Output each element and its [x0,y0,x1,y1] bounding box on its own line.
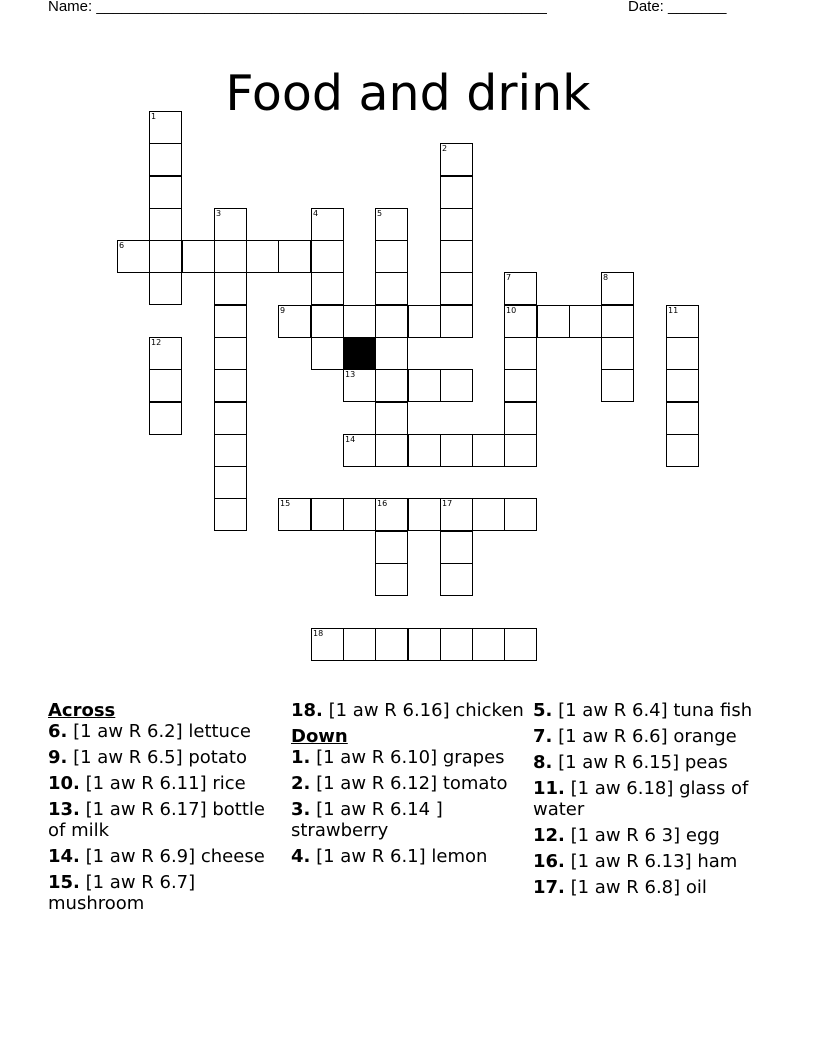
grid-cell[interactable] [149,111,182,144]
clues-column-1 [48,700,284,919]
grid-cell[interactable] [343,498,376,531]
grid-cell[interactable] [375,208,408,241]
clue-number: 3 [216,209,222,218]
grid-cell[interactable] [375,240,408,273]
date-field-label: Date: _______ [628,0,727,15]
clue-across-13: 13. [1 aw R 6.17] bottle of milk [48,799,265,841]
grid-cell[interactable] [214,369,247,402]
grid-cell[interactable] [440,628,473,661]
grid-cell[interactable] [149,272,182,305]
grid-cell[interactable] [504,434,537,467]
clue-down-3: 3. [1 aw R 6.14 ] strawberry [291,799,443,841]
clue-across-9: 9. [1 aw R 6.5] potato [48,747,247,768]
clue-down-11: 11. [1 aw 6.18] glass of water [533,778,749,820]
grid-cell[interactable] [601,337,634,370]
grid-cell[interactable] [214,466,247,499]
grid-cell[interactable] [375,305,408,338]
grid-cell[interactable] [375,402,408,435]
grid-cell[interactable] [149,176,182,209]
grid-cell[interactable] [666,369,699,402]
grid-cell[interactable] [408,498,441,531]
clue-number: 4 [313,209,319,218]
grid-cell[interactable] [311,498,344,531]
clue-down-4: 4. [1 aw R 6.1] lemon [291,846,488,867]
grid-cell[interactable] [214,240,247,273]
clue-number: 13 [345,370,356,379]
clue-down-5: 5. [1 aw R 6.4] tuna fish [533,700,753,721]
grid-cell[interactable] [311,208,344,241]
grid-cell[interactable] [214,272,247,305]
grid-cell[interactable] [601,272,634,305]
clue-down-17: 17. [1 aw R 6.8] oil [533,877,707,898]
grid-cell[interactable] [504,498,537,531]
grid-cell[interactable] [440,498,473,531]
grid-cell[interactable] [472,628,505,661]
clue-down-1: 1. [1 aw R 6.10] grapes [291,747,505,768]
clue-across-10: 10. [1 aw R 6.11] rice [48,773,246,794]
grid-cell[interactable] [278,305,311,338]
grid-cell[interactable] [375,498,408,531]
grid-cell[interactable] [408,305,441,338]
grid-cell[interactable] [214,208,247,241]
clue-number: 15 [280,499,291,508]
clue-down-16: 16. [1 aw R 6.13] ham [533,851,738,872]
grid-cell[interactable] [375,563,408,596]
clue-number: 18 [313,629,324,638]
grid-cell[interactable] [214,434,247,467]
grid-cell[interactable] [440,563,473,596]
clue-number: 8 [603,273,609,282]
clue-down-2: 2. [1 aw R 6.12] tomato [291,773,508,794]
grid-cell[interactable] [149,240,182,273]
grid-cell[interactable] [440,143,473,176]
grid-cell[interactable] [472,434,505,467]
clue-across-6: 6. [1 aw R 6.2] lettuce [48,721,251,742]
grid-cell[interactable] [246,240,279,273]
grid-cell[interactable] [504,369,537,402]
grid-cell[interactable] [311,305,344,338]
clue-across-14: 14. [1 aw R 6.9] cheese [48,846,265,867]
grid-cell[interactable] [408,434,441,467]
grid-cell[interactable] [504,337,537,370]
grid-cell[interactable] [666,434,699,467]
clue-number: 6 [119,241,125,250]
grid-cell[interactable] [343,305,376,338]
grid-cell[interactable] [149,143,182,176]
across-heading: Across [48,700,116,721]
grid-cell[interactable] [311,240,344,273]
grid-cell[interactable] [440,369,473,402]
grid-cell[interactable] [472,498,505,531]
grid-cell[interactable] [569,305,602,338]
grid-cell[interactable] [343,628,376,661]
clue-number: 11 [668,306,679,315]
black-square [343,337,376,370]
grid-cell[interactable] [504,402,537,435]
grid-cell[interactable] [601,369,634,402]
grid-cell[interactable] [343,369,376,402]
grid-cell[interactable] [375,531,408,564]
clue-number: 10 [506,306,517,315]
clue-down-12: 12. [1 aw R 6 3] egg [533,825,720,846]
grid-cell[interactable] [375,337,408,370]
grid-cell[interactable] [504,272,537,305]
grid-cell[interactable] [375,369,408,402]
grid-cell[interactable] [214,498,247,531]
grid-cell[interactable] [149,402,182,435]
grid-cell[interactable] [117,240,150,273]
grid-cell[interactable] [440,531,473,564]
grid-cell[interactable] [182,240,215,273]
grid-cell[interactable] [149,208,182,241]
grid-cell[interactable] [214,305,247,338]
grid-cell[interactable] [278,498,311,531]
clue-down-8: 8. [1 aw R 6.15] peas [533,752,728,773]
clue-number: 5 [377,209,383,218]
clue-down-7: 7. [1 aw R 6.6] orange [533,726,737,747]
grid-cell[interactable] [278,240,311,273]
clue-across-18: 18. [1 aw R 6.16] chicken [291,700,524,721]
grid-cell[interactable] [408,369,441,402]
grid-cell[interactable] [311,628,344,661]
grid-cell[interactable] [504,628,537,661]
grid-cell[interactable] [375,628,408,661]
grid-cell[interactable] [440,208,473,241]
grid-cell[interactable] [214,402,247,435]
clue-number: 12 [151,338,162,347]
grid-cell[interactable] [311,337,344,370]
page-title: Food and drink [225,64,591,122]
clues-column-3 [533,700,769,903]
clues-column-2 [291,700,527,872]
grid-cell[interactable] [408,628,441,661]
grid-cell[interactable] [601,305,634,338]
grid-cell[interactable] [375,434,408,467]
grid-cell[interactable] [440,272,473,305]
clue-across-15: 15. [1 aw R 6.7] mushroom [48,872,196,914]
clue-number: 9 [280,306,286,315]
clue-number: 7 [506,273,512,282]
grid-cell[interactable] [440,240,473,273]
clue-number: 1 [151,112,157,121]
grid-cell[interactable] [666,305,699,338]
grid-cell[interactable] [440,176,473,209]
name-field-label: Name: ______________________________________________________ [48,0,547,15]
clue-number: 14 [345,435,356,444]
grid-cell[interactable] [149,337,182,370]
grid-cell[interactable] [343,434,376,467]
grid-cell[interactable] [375,272,408,305]
grid-cell[interactable] [440,305,473,338]
grid-cell[interactable] [666,337,699,370]
clue-number: 16 [377,499,388,508]
down-heading: Down [291,726,348,747]
grid-cell[interactable] [504,305,537,338]
grid-cell[interactable] [440,434,473,467]
clue-number: 17 [442,499,453,508]
grid-cell[interactable] [311,272,344,305]
grid-cell[interactable] [537,305,570,338]
grid-cell[interactable] [149,369,182,402]
grid-cell[interactable] [666,402,699,435]
grid-cell[interactable] [214,337,247,370]
clue-number: 2 [442,144,448,153]
